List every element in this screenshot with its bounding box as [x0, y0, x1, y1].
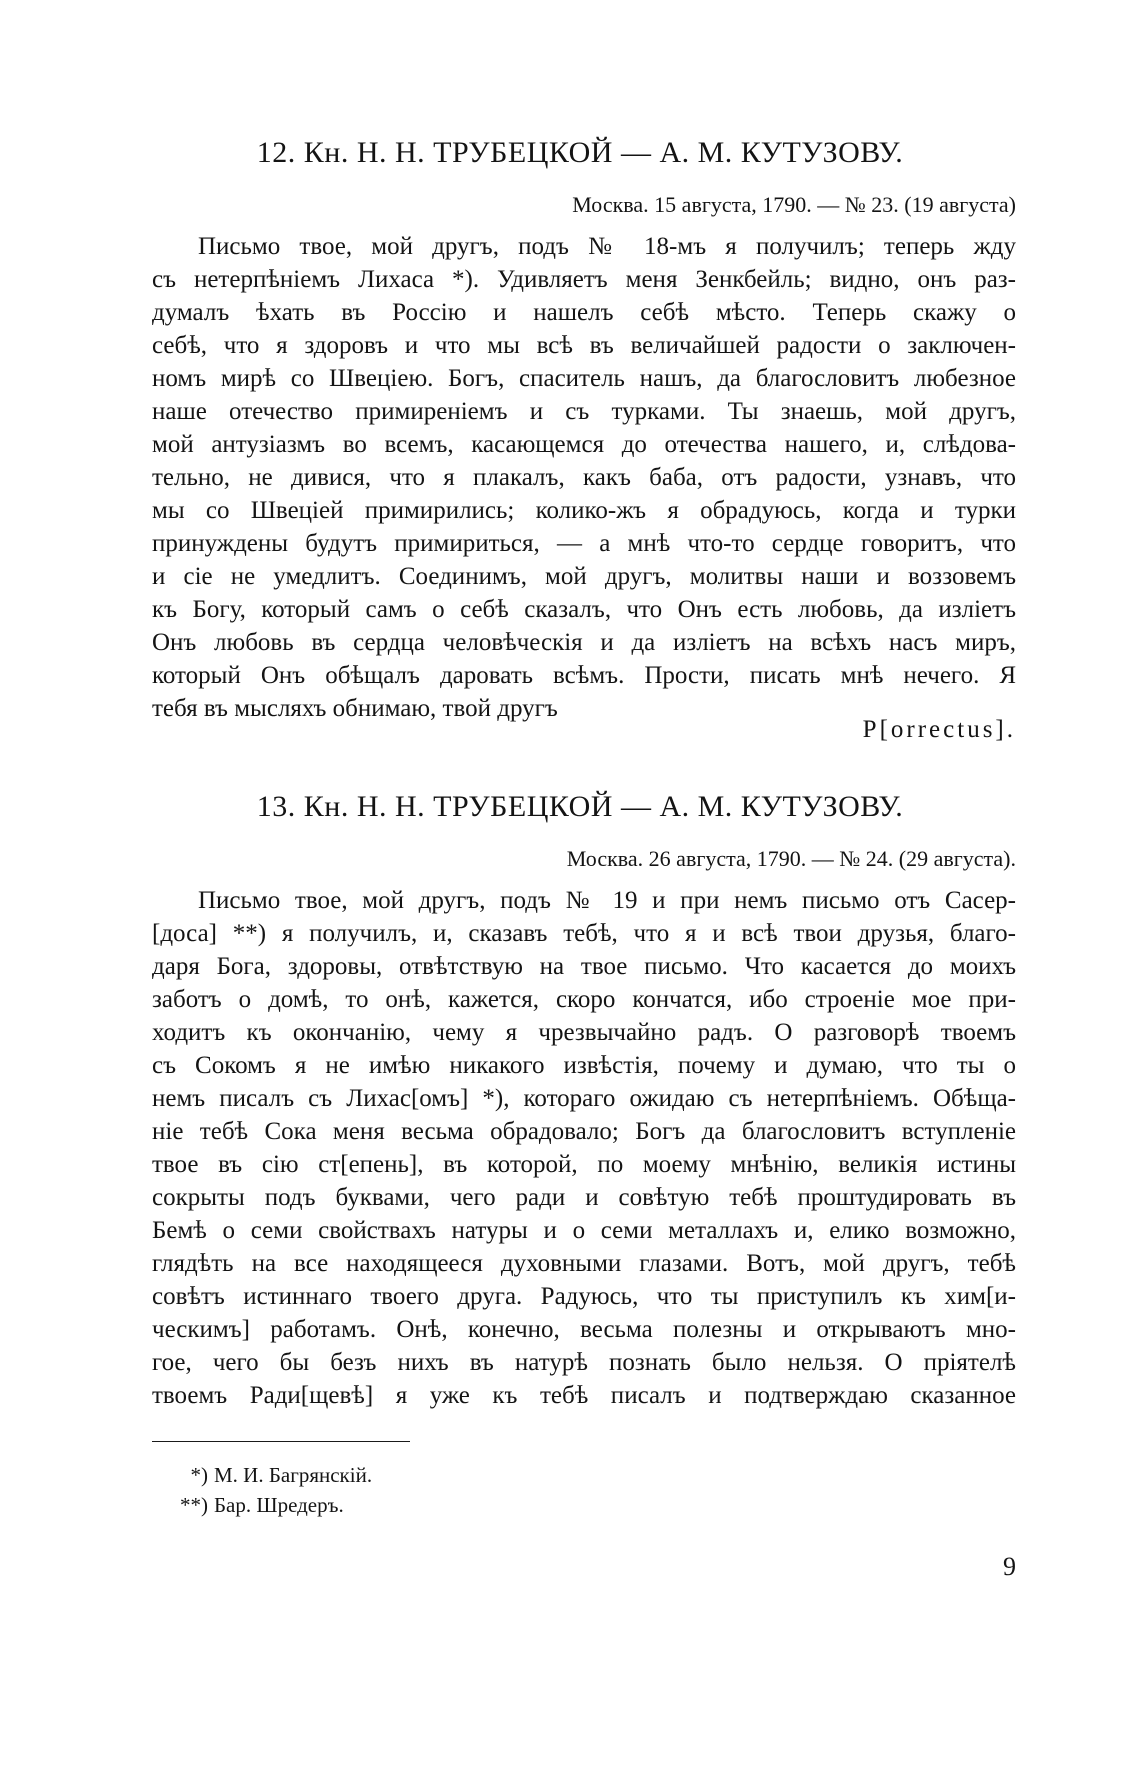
text-line: принуждены будутъ примириться, — а мнѣ что-то сердце говоритъ, что	[152, 530, 1016, 557]
text-line: думалъ ѣхать въ Россію и нашелъ себѣ мѣсто. Теперь скажу о	[152, 299, 1016, 326]
text-line: ніе тебѣ Сока меня весьма обрадовало; Богъ да благословитъ вступленіе	[152, 1118, 1016, 1145]
footnote-divider	[152, 1441, 410, 1442]
text-line: твое въ сію ст[епень], въ которой, по моему мнѣнію, великія истины	[152, 1151, 1016, 1178]
text-line: и сіе не умедлитъ. Соединимъ, мой другъ, молитвы наши и воззовемъ	[152, 563, 1016, 590]
footnote	[152, 1460, 372, 1490]
letter-12-dateline: Москва. 15 августа, 1790. — № 23. (19 августа)	[572, 192, 1016, 217]
text-line: Онъ любовь въ сердца человѣческія и да излiетъ на всѣхъ насъ миръ,	[152, 629, 1016, 656]
letter-13-body	[152, 884, 1016, 1412]
text-line: мы со Швеціей примирились; колико-жъ я обрадуюсь, когда и турки	[152, 497, 1016, 524]
page-number: 9	[1003, 1552, 1016, 1581]
text-line: заботъ о домѣ, то онѣ, кажется, скоро кончатся, ибо строеніе мое при-	[152, 986, 1016, 1013]
text-line: съ нетерпѣніемъ Лихаса *). Удивляетъ меня Зенкбейль; видно, онъ раз-	[152, 266, 1016, 293]
text-line: къ Богу, который самъ о себѣ сказалъ, что Онъ есть любовь, да излiетъ	[152, 596, 1016, 623]
letter-12-body	[152, 230, 1016, 725]
text-line: твоемъ Ради[щевѣ] я уже къ тебѣ писалъ и подтверждаю сказанное	[152, 1382, 1016, 1409]
footnote-text: М. И. Багрянскій.	[214, 1463, 373, 1487]
text-line: ческимъ] работамъ. Онѣ, конечно, весьма полезны и открываютъ мно-	[152, 1316, 1016, 1343]
text-line: совѣтъ истиннаго твоего друга. Радуюсь, что ты приступилъ къ хим[и-	[152, 1283, 1016, 1310]
text-line: номъ мирѣ со Швеціею. Богъ, спаситель нашъ, да благословитъ любезное	[152, 365, 1016, 392]
text-line: себѣ, что я здоровъ и что мы всѣ въ величайшей радости о заключен-	[152, 332, 1016, 359]
footnote-mark: **)	[180, 1493, 208, 1517]
text-line: тебя въ мысляхъ обнимаю, твой другъ	[152, 695, 558, 722]
text-line: который Онъ обѣщалъ даровать всѣмъ. Прости, писать мнѣ нечего. Я	[152, 662, 1016, 689]
text-line: [доса] **) я получилъ, и, сказавъ тебѣ, что я и всѣ твои друзья, благо-	[152, 920, 1016, 947]
footnotes	[152, 1460, 372, 1520]
text-line: гое, чего бы безъ нихъ въ натурѣ познать было нельзя. О пріятелѣ	[152, 1349, 1016, 1376]
letter-12-heading: 12. Кн. Н. Н. ТРУБЕЦКОЙ — А. М. КУТУЗОВУ.	[256, 136, 904, 169]
footnote	[152, 1490, 372, 1520]
text-line: немъ писалъ съ Лихас[омъ] *), котораго ожидаю съ нетерпѣніемъ. Обѣща-	[152, 1085, 1016, 1112]
footnote-mark: *)	[190, 1463, 208, 1487]
text-line: Письмо твое, мой другъ, подъ № 19 и при немъ письмо отъ Сасер-	[198, 887, 1016, 914]
text-line: Бемѣ о семи свойствахъ натуры и о семи металлахъ и, елико возможно,	[152, 1217, 1016, 1244]
letter-13-heading: 13. Кн. Н. Н. ТРУБЕЦКОЙ — А. М. КУТУЗОВУ.	[256, 790, 904, 823]
text-line: ходитъ къ окончанію, чему я чрезвычайно радъ. О разговорѣ твоемъ	[152, 1019, 1016, 1046]
text-line: даря Бога, здоровы, отвѣтствую на твое письмо. Что касается до моихъ	[152, 953, 1016, 980]
text-line: Письмо твое, мой другъ, подъ № 18-мъ я получилъ; теперь жду	[198, 233, 1016, 260]
text-line: сокрыты подъ буквами, чего ради и совѣтую тебѣ проштудировать въ	[152, 1184, 1016, 1211]
text-line: мой антузіазмъ во всемъ, касающемся до отечества нашего, и, слѣдова-	[152, 431, 1016, 458]
letter-13-dateline: Москва. 26 августа, 1790. — № 24. (29 августа).	[566, 846, 1016, 871]
letter-12-signature: P[orrectus].	[862, 716, 1016, 743]
text-line: глядѣть на все находящееся духовными глазами. Вотъ, мой другъ, тебѣ	[152, 1250, 1016, 1277]
text-line: наше отечество примиреніемъ и съ турками. Ты знаешь, мой другъ,	[152, 398, 1016, 425]
text-line: тельно, не дивися, что я плакалъ, какъ баба, отъ радости, узнавъ, что	[152, 464, 1016, 491]
footnote-text: Бар. Шредеръ.	[214, 1493, 344, 1517]
text-line: съ Сокомъ я не имѣю никакого извѣстія, почему и думаю, что ты о	[152, 1052, 1016, 1079]
